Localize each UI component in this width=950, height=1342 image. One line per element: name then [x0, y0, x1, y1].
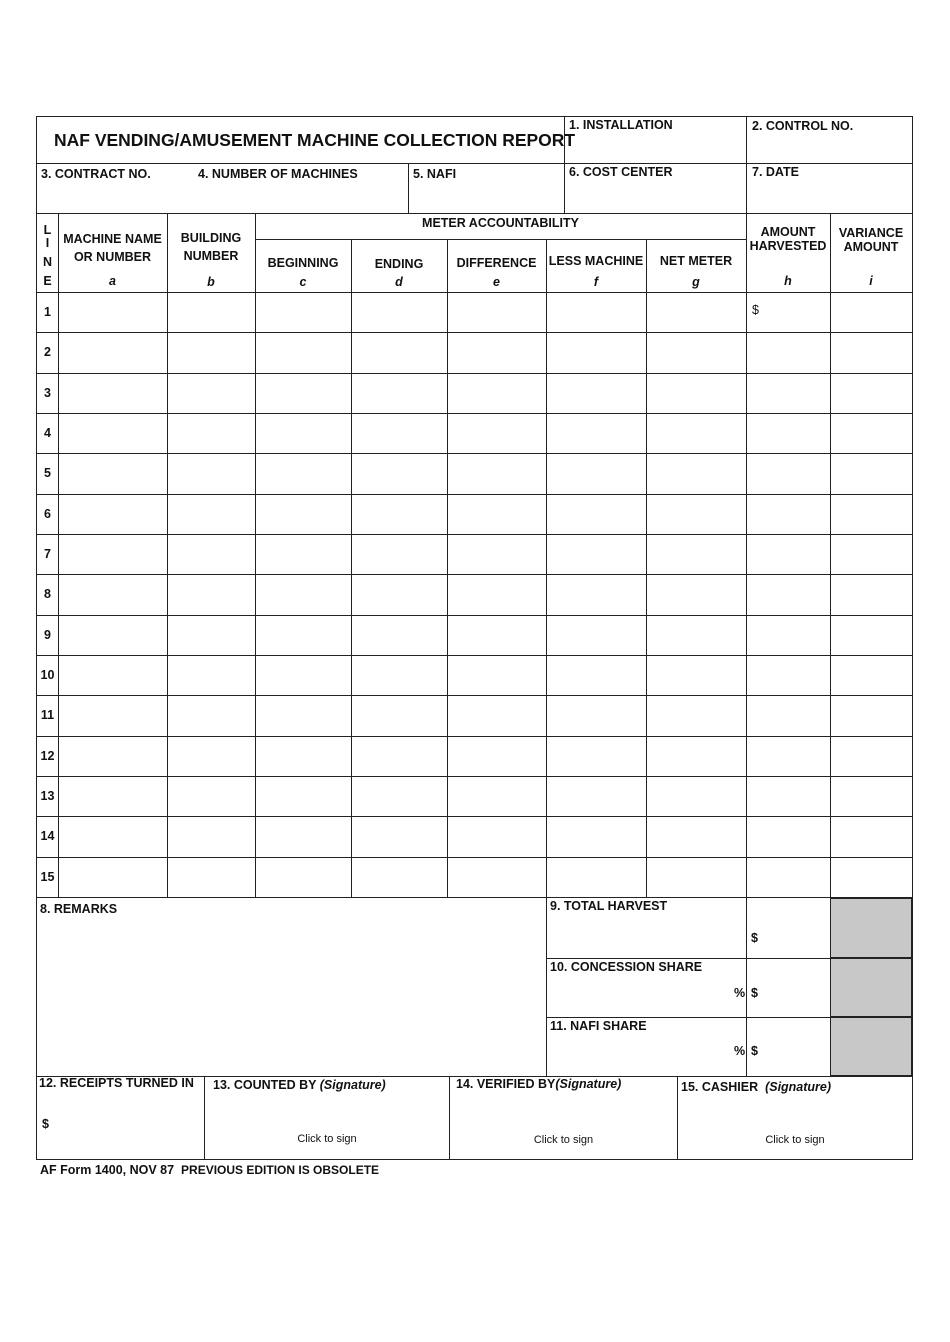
less-machine-cell[interactable]	[546, 494, 646, 534]
variance-heading: VARIANCE	[838, 226, 904, 240]
table-row	[37, 574, 912, 614]
cashier-signature-hint: (Signature)	[765, 1080, 832, 1094]
amount-harvested-heading-2: HARVESTED	[749, 239, 827, 253]
difference-cell[interactable]	[447, 776, 546, 816]
table-row	[37, 857, 912, 897]
line-letter-l: L	[43, 223, 52, 237]
nafi-share-dollar: $	[751, 1044, 758, 1058]
line-number: 1	[44, 305, 51, 320]
concession-share-label: 10. CONCESSION SHARE	[550, 960, 703, 974]
difference-cell[interactable]	[447, 695, 546, 735]
building-heading: BUILDING	[180, 231, 242, 245]
table-row	[37, 816, 912, 856]
ending-cell[interactable]	[351, 332, 447, 372]
nafi-field[interactable]	[409, 183, 564, 213]
total-harvest-label: 9. TOTAL HARVEST	[550, 899, 668, 913]
variance-cell[interactable]	[830, 413, 912, 453]
net-meter-cell[interactable]	[646, 776, 746, 816]
building-heading-2: NUMBER	[183, 249, 239, 263]
net-meter-cell[interactable]	[646, 453, 746, 493]
beginning-cell[interactable]	[255, 494, 351, 534]
machine-cell[interactable]	[58, 332, 167, 372]
amount-harvested-cell[interactable]	[746, 816, 830, 856]
difference-letter: e	[493, 275, 500, 289]
amount-harvested-cell[interactable]	[746, 413, 830, 453]
amount-harvested-cell[interactable]	[746, 453, 830, 493]
concession-dollar: $	[751, 986, 758, 1000]
building-cell[interactable]	[167, 615, 255, 655]
machine-cell[interactable]	[58, 373, 167, 413]
variance-heading-2: AMOUNT	[843, 240, 899, 254]
beginning-cell[interactable]	[255, 655, 351, 695]
cashier-label	[681, 1080, 831, 1094]
variance-cell[interactable]	[830, 574, 912, 614]
table-row	[37, 776, 912, 816]
less-machine-cell[interactable]	[546, 534, 646, 574]
less-machine-cell[interactable]	[546, 292, 646, 332]
ending-cell[interactable]	[351, 615, 447, 655]
net-meter-cell[interactable]	[646, 373, 746, 413]
table-row	[37, 534, 912, 574]
difference-cell[interactable]	[447, 574, 546, 614]
difference-cell[interactable]	[447, 292, 546, 332]
net-meter-cell[interactable]	[646, 494, 746, 534]
table-row	[37, 453, 912, 493]
ending-cell[interactable]	[351, 292, 447, 332]
concession-percent: %	[734, 986, 746, 1000]
beginning-cell[interactable]	[255, 776, 351, 816]
difference-cell[interactable]	[447, 494, 546, 534]
nafi-share-amount-field[interactable]	[761, 1035, 829, 1075]
beginning-cell[interactable]	[255, 373, 351, 413]
building-cell[interactable]	[167, 574, 255, 614]
total-harvest-dollar: $	[751, 931, 758, 945]
beginning-cell[interactable]	[255, 574, 351, 614]
table-row	[37, 695, 912, 735]
remarks-label: 8. REMARKS	[40, 902, 118, 916]
difference-cell[interactable]	[447, 413, 546, 453]
machine-letter: a	[109, 274, 116, 288]
difference-heading: DIFFERENCE	[456, 256, 537, 270]
machine-cell[interactable]	[58, 615, 167, 655]
less-machine-cell[interactable]	[546, 574, 646, 614]
table-row	[37, 655, 912, 695]
form-title: NAF VENDING/AMUSEMENT MACHINE COLLECTION REPORT	[54, 130, 576, 150]
verified-by-text: 14. VERIFIED BY	[456, 1077, 556, 1091]
counted-by-label	[213, 1078, 386, 1092]
table-row	[37, 292, 912, 332]
ending-letter: d	[395, 275, 403, 289]
building-cell[interactable]	[167, 655, 255, 695]
amount-harvested-cell[interactable]	[746, 857, 830, 897]
less-machine-cell[interactable]	[546, 453, 646, 493]
line-number: 5	[44, 466, 51, 481]
ending-cell[interactable]	[351, 453, 447, 493]
total-harvest-field[interactable]	[761, 917, 829, 957]
receipts-dollar: $	[42, 1117, 49, 1131]
building-cell[interactable]	[167, 332, 255, 372]
line-letter-e: E	[43, 274, 52, 288]
beginning-cell[interactable]	[255, 695, 351, 735]
net-meter-cell[interactable]	[646, 655, 746, 695]
difference-cell[interactable]	[447, 736, 546, 776]
concession-amount-field[interactable]	[761, 977, 829, 1015]
difference-cell[interactable]	[447, 332, 546, 372]
machine-cell[interactable]	[58, 574, 167, 614]
number-of-machines-label: 4. NUMBER OF MACHINES	[198, 167, 358, 181]
variance-cell[interactable]	[830, 292, 912, 332]
beginning-cell[interactable]	[255, 615, 351, 655]
concession-percent-field[interactable]	[657, 979, 733, 1009]
less-machine-cell[interactable]	[546, 736, 646, 776]
net-meter-cell[interactable]	[646, 534, 746, 574]
machine-cell[interactable]	[58, 736, 167, 776]
machine-cell[interactable]	[58, 453, 167, 493]
first-row-dollar-sign: $	[752, 303, 759, 317]
ending-cell[interactable]	[351, 736, 447, 776]
machine-cell[interactable]	[58, 695, 167, 735]
building-cell[interactable]	[167, 413, 255, 453]
beginning-cell[interactable]	[255, 816, 351, 856]
line-number: 8	[44, 587, 51, 602]
variance-cell[interactable]	[830, 615, 912, 655]
variance-cell[interactable]	[830, 655, 912, 695]
amount-harvested-cell[interactable]	[746, 615, 830, 655]
amount-harvested-cell[interactable]	[746, 695, 830, 735]
variance-cell[interactable]	[830, 453, 912, 493]
counted-by-signature-hint: (Signature)	[319, 1078, 386, 1092]
line-number: 15	[40, 869, 55, 884]
net-meter-cell[interactable]	[646, 615, 746, 655]
line-number: 4	[44, 426, 51, 441]
nafi-share-percent: %	[734, 1044, 746, 1058]
line-letter-n: N	[42, 255, 53, 269]
building-cell[interactable]	[167, 534, 255, 574]
ending-cell[interactable]	[351, 816, 447, 856]
beginning-cell[interactable]	[255, 534, 351, 574]
verified-by-label	[456, 1077, 621, 1091]
difference-cell[interactable]	[447, 615, 546, 655]
line-number: 6	[44, 506, 51, 521]
number-of-machines-field[interactable]	[168, 183, 408, 213]
building-cell[interactable]	[167, 453, 255, 493]
amount-harvested-cell[interactable]	[746, 373, 830, 413]
form-id: AF Form 1400, NOV 87	[40, 1163, 175, 1177]
ending-heading: ENDING	[374, 257, 424, 271]
contract-no-label: 3. CONTRACT NO.	[41, 167, 151, 181]
building-cell[interactable]	[167, 816, 255, 856]
difference-cell[interactable]	[447, 816, 546, 856]
variance-cell[interactable]	[830, 816, 912, 856]
variance-cell[interactable]	[830, 332, 912, 372]
cost-center-label: 6. COST CENTER	[569, 165, 673, 179]
net-meter-letter: g	[692, 275, 700, 289]
machine-name-heading: MACHINE NAME	[63, 232, 162, 246]
counted-by-sign-button[interactable]: Click to sign	[297, 1133, 357, 1145]
less-machine-cell[interactable]	[546, 655, 646, 695]
ending-cell[interactable]	[351, 776, 447, 816]
receipts-turned-in-field[interactable]	[53, 1107, 203, 1157]
nafi-label: 5. NAFI	[413, 167, 457, 181]
amount-harvested-cell[interactable]	[746, 574, 830, 614]
beginning-cell[interactable]	[255, 292, 351, 332]
less-machine-cell[interactable]	[546, 857, 646, 897]
control-no-label: 2. CONTROL NO.	[752, 119, 854, 133]
building-cell[interactable]	[167, 857, 255, 897]
net-meter-cell[interactable]	[646, 857, 746, 897]
less-machine-cell[interactable]	[546, 615, 646, 655]
building-cell[interactable]	[167, 292, 255, 332]
remarks-field[interactable]	[37, 919, 545, 1075]
building-cell[interactable]	[167, 494, 255, 534]
amount-harvested-cell[interactable]	[746, 655, 830, 695]
beginning-cell[interactable]	[255, 857, 351, 897]
ending-cell[interactable]	[351, 534, 447, 574]
line-number: 13	[40, 789, 55, 804]
table-row	[37, 373, 912, 413]
variance-cell[interactable]	[830, 695, 912, 735]
shaded-cell-concession	[830, 958, 912, 1017]
counted-by-text: 13. COUNTED BY	[213, 1078, 317, 1092]
machine-cell[interactable]	[58, 816, 167, 856]
obsolete-notice: PREVIOUS EDITION IS OBSOLETE	[181, 1163, 380, 1177]
nafi-share-percent-field[interactable]	[657, 1037, 733, 1067]
beginning-letter: c	[299, 275, 307, 289]
form-footer	[40, 1163, 379, 1177]
net-meter-cell[interactable]	[646, 816, 746, 856]
net-meter-cell[interactable]	[646, 332, 746, 372]
net-meter-cell[interactable]	[646, 736, 746, 776]
variance-letter: i	[869, 274, 873, 288]
line-number: 12	[40, 748, 55, 763]
ending-cell[interactable]	[351, 413, 447, 453]
machine-cell[interactable]	[58, 494, 167, 534]
date-label: 7. DATE	[752, 165, 799, 179]
building-cell[interactable]	[167, 695, 255, 735]
net-meter-heading: NET METER	[659, 254, 733, 268]
receipts-turned-in-label: 12. RECEIPTS TURNED IN	[39, 1076, 194, 1090]
ending-cell[interactable]	[351, 494, 447, 534]
installation-field[interactable]	[565, 135, 746, 164]
cashier-text: 15. CASHIER	[681, 1080, 759, 1094]
beginning-cell[interactable]	[255, 736, 351, 776]
beginning-cell[interactable]	[255, 332, 351, 372]
difference-cell[interactable]	[447, 534, 546, 574]
line-number: 9	[44, 627, 51, 642]
difference-cell[interactable]	[447, 857, 546, 897]
amount-harvested-heading: AMOUNT	[760, 225, 816, 239]
variance-cell[interactable]	[830, 534, 912, 574]
variance-cell[interactable]	[830, 776, 912, 816]
building-cell[interactable]	[167, 736, 255, 776]
amount-harvested-cell[interactable]	[746, 534, 830, 574]
variance-cell[interactable]	[830, 857, 912, 897]
machine-cell[interactable]	[58, 655, 167, 695]
table-row	[37, 332, 912, 372]
table-row	[37, 494, 912, 534]
nafi-share-label: 11. NAFI SHARE	[550, 1019, 647, 1033]
less-machine-cell[interactable]	[546, 776, 646, 816]
machine-cell[interactable]	[58, 534, 167, 574]
amount-harvested-cell[interactable]	[746, 494, 830, 534]
table-row	[37, 413, 912, 453]
amount-harvested-cell[interactable]	[746, 736, 830, 776]
shaded-cell-total	[830, 898, 912, 958]
line-number: 14	[40, 829, 55, 844]
ending-cell[interactable]	[351, 857, 447, 897]
line-number: 7	[44, 547, 51, 562]
contract-no-field[interactable]	[37, 183, 167, 213]
building-cell[interactable]	[167, 373, 255, 413]
machine-cell[interactable]	[58, 292, 167, 332]
date-field[interactable]	[748, 181, 912, 213]
line-number: 2	[44, 345, 51, 360]
machine-cell[interactable]	[58, 857, 167, 897]
cashier-sign-button[interactable]: Click to sign	[765, 1134, 825, 1146]
collection-report-form	[36, 116, 913, 1160]
line-number: 11	[40, 708, 55, 723]
ending-cell[interactable]	[351, 695, 447, 735]
variance-cell[interactable]	[830, 494, 912, 534]
less-machine-cell[interactable]	[546, 373, 646, 413]
verified-by-sign-button[interactable]: Click to sign	[533, 1134, 594, 1146]
less-machine-heading: LESS MACHINE	[548, 254, 644, 268]
difference-cell[interactable]	[447, 453, 546, 493]
net-meter-cell[interactable]	[646, 695, 746, 735]
difference-cell[interactable]	[447, 373, 546, 413]
less-machine-cell[interactable]	[546, 816, 646, 856]
machine-name-heading-2: OR NUMBER	[73, 250, 152, 264]
meter-accountability-heading: METER ACCOUNTABILITY	[422, 216, 579, 230]
less-machine-cell[interactable]	[546, 332, 646, 372]
building-cell[interactable]	[167, 776, 255, 816]
ending-cell[interactable]	[351, 574, 447, 614]
less-machine-cell[interactable]	[546, 695, 646, 735]
cost-center-field[interactable]	[565, 181, 746, 213]
amount-harvested-cell[interactable]	[746, 776, 830, 816]
table-row	[37, 736, 912, 776]
beginning-cell[interactable]	[255, 413, 351, 453]
net-meter-cell[interactable]	[646, 574, 746, 614]
line-letter-i: I	[45, 236, 50, 250]
shaded-cell-nafi	[830, 1017, 912, 1076]
machine-cell[interactable]	[58, 413, 167, 453]
installation-label: 1. INSTALLATION	[569, 118, 673, 132]
ending-cell[interactable]	[351, 373, 447, 413]
ending-cell[interactable]	[351, 655, 447, 695]
line-number: 3	[44, 385, 51, 400]
amount-harvested-cell[interactable]	[746, 332, 830, 372]
variance-cell[interactable]	[830, 373, 912, 413]
building-letter: b	[207, 275, 215, 289]
net-meter-cell[interactable]	[646, 413, 746, 453]
verified-by-signature-hint: (Signature)	[555, 1077, 622, 1091]
net-meter-cell[interactable]	[646, 292, 746, 332]
beginning-cell[interactable]	[255, 453, 351, 493]
difference-cell[interactable]	[447, 655, 546, 695]
less-machine-cell[interactable]	[546, 413, 646, 453]
variance-cell[interactable]	[830, 736, 912, 776]
amount-letter: h	[784, 274, 792, 288]
beginning-heading: BEGINNING	[267, 256, 339, 270]
machine-cell[interactable]	[58, 776, 167, 816]
line-number: 10	[40, 668, 55, 683]
control-no-field[interactable]	[748, 135, 912, 164]
table-row	[37, 615, 912, 655]
less-machine-letter: f	[593, 275, 599, 289]
